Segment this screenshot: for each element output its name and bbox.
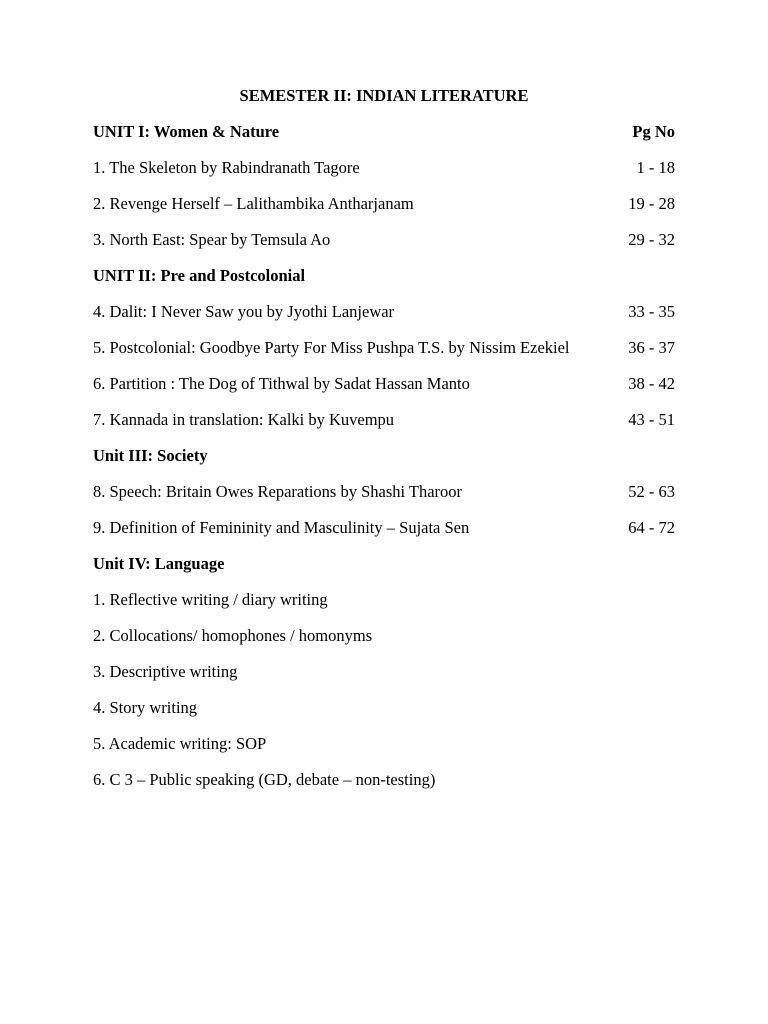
page-range: 43 - 51 [628,410,675,429]
entry-title: 5. Postcolonial: Goodbye Party For Miss Pushpa T.S. by Nissim Ezekiel [93,338,570,357]
entry-title: 3. Descriptive writing [93,662,238,681]
entry-title: 1. The Skeleton by Rabindranath Tagore [93,158,360,177]
entry-title: 2. Revenge Herself – Lalithambika Antharjanam [93,194,414,213]
unit-heading: Unit III: Society [93,446,208,465]
page-range: 52 - 63 [628,482,675,501]
entry-title: 4. Story writing [93,698,198,717]
page-number-header: Pg No [632,122,675,141]
contents-row [93,661,675,683]
entry-title: 7. Kannada in translation: Kalki by Kuvempu [93,410,395,429]
contents-row [93,301,675,323]
entry-title: 5. Academic writing: SOP [93,734,267,753]
page-range: 64 - 72 [628,518,675,537]
entry-title: 8. Speech: Britain Owes Reparations by Shashi Tharoor [93,482,463,501]
page-range: 29 - 32 [628,230,675,249]
contents-row [93,229,675,251]
contents-row [93,625,675,647]
entry-title: 3. North East: Spear by Temsula Ao [93,230,331,249]
entry-title: 6. Partition : The Dog of Tithwal by Sadat Hassan Manto [93,374,470,393]
contents-row [93,193,675,215]
entry-title: 6. C 3 – Public speaking (GD, debate – non-testing) [93,770,436,789]
entry-title: 1. Reflective writing / diary writing [93,590,328,609]
page-range: 36 - 37 [628,338,675,357]
entry-title: 9. Definition of Femininity and Masculinity – Sujata Sen [93,518,470,537]
contents-row [93,373,675,395]
contents-row [93,157,675,179]
unit-heading-row [93,553,675,575]
page-range: 33 - 35 [628,302,675,321]
contents-row [93,337,675,359]
entry-title: 4. Dalit: I Never Saw you by Jyothi Lanjewar [93,302,395,321]
contents-row [93,409,675,431]
contents-row [93,589,675,611]
page-range: 19 - 28 [628,194,675,213]
unit-heading-row [93,121,675,143]
unit-heading: UNIT II: Pre and Postcolonial [93,266,306,285]
unit-heading-row [93,265,675,287]
contents-row [93,697,675,719]
contents-row [93,733,675,755]
contents-row [93,481,675,503]
entry-title: 2. Collocations/ homophones / homonyms [93,626,373,645]
document-title: SEMESTER II: INDIAN LITERATURE [239,86,529,105]
unit-heading: Unit IV: Language [93,554,225,573]
contents-row [93,769,675,791]
page-range: 1 - 18 [636,158,675,177]
unit-heading: UNIT I: Women & Nature [93,122,280,141]
contents-row [93,517,675,539]
unit-heading-row [93,445,675,467]
page-range: 38 - 42 [628,374,675,393]
